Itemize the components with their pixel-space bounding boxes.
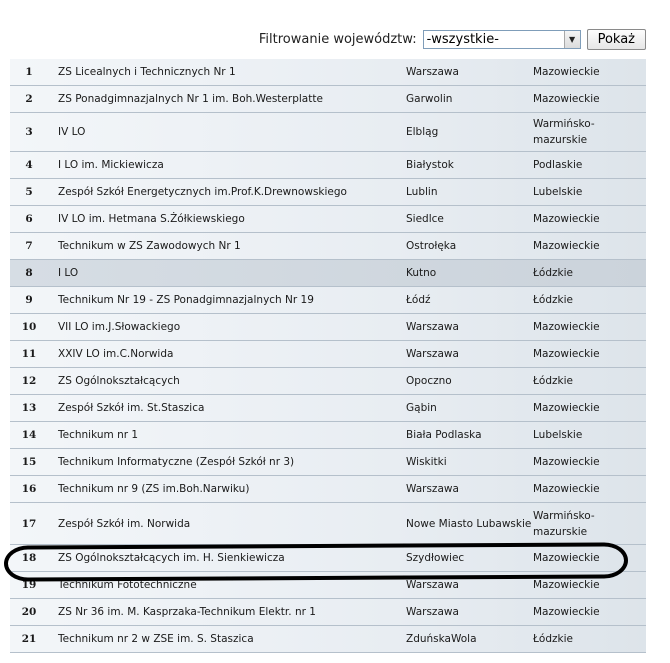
city-name: Warszawa xyxy=(406,59,533,86)
region-name: Lubelskie xyxy=(533,422,646,449)
school-name: Technikum Fototechniczne xyxy=(48,572,406,599)
table-row[interactable] xyxy=(10,86,646,113)
school-name: ZS Nr 36 im. M. Kasprzaka-Technikum Elektr. nr 1 xyxy=(48,599,406,626)
city-name: Łódź xyxy=(406,287,533,314)
table-row[interactable] xyxy=(10,626,646,653)
region-name: Mazowieckie xyxy=(533,545,646,572)
region-name: Mazowieckie xyxy=(533,395,646,422)
table-row[interactable] xyxy=(10,599,646,626)
region-name: Łódzkie xyxy=(533,260,646,287)
school-name: Technikum w ZS Zawodowych Nr 1 xyxy=(48,233,406,260)
rank-number: 14 xyxy=(10,422,48,449)
region-name: Łódzkie xyxy=(533,368,646,395)
city-name: Ostrołęka xyxy=(406,233,533,260)
region-name: Mazowieckie xyxy=(533,341,646,368)
region-name: Mazowieckie xyxy=(533,86,646,113)
region-name: Mazowieckie xyxy=(533,206,646,233)
table-row[interactable] xyxy=(10,395,646,422)
table-row[interactable] xyxy=(10,59,646,86)
rank-number: 6 xyxy=(10,206,48,233)
city-name: Warszawa xyxy=(406,341,533,368)
rank-number: 10 xyxy=(10,314,48,341)
city-name: ZduńskaWola xyxy=(406,626,533,653)
city-name: Garwolin xyxy=(406,86,533,113)
school-name: IV LO xyxy=(48,113,406,152)
rank-number: 13 xyxy=(10,395,48,422)
city-name: Opoczno xyxy=(406,368,533,395)
region-name: Lubelskie xyxy=(533,179,646,206)
table-row[interactable] xyxy=(10,314,646,341)
rank-number: 15 xyxy=(10,449,48,476)
region-name: Mazowieckie xyxy=(533,314,646,341)
city-name: Warszawa xyxy=(406,572,533,599)
city-name: Szydłowiec xyxy=(406,545,533,572)
table-row[interactable] xyxy=(10,572,646,599)
table-row[interactable] xyxy=(10,368,646,395)
table-row[interactable] xyxy=(10,113,646,152)
chevron-down-icon[interactable]: ▼ xyxy=(564,31,580,48)
region-name: Warmińsko-mazurskie xyxy=(533,503,646,545)
rank-number: 1 xyxy=(10,59,48,86)
school-name: I LO im. Mickiewicza xyxy=(48,152,406,179)
region-name: Łódzkie xyxy=(533,626,646,653)
table-row[interactable] xyxy=(10,503,646,545)
school-name: ZS Ponadgimnazjalnych Nr 1 im. Boh.Westerplatte xyxy=(48,86,406,113)
table-row[interactable] xyxy=(10,476,646,503)
rank-number: 4 xyxy=(10,152,48,179)
table-row[interactable] xyxy=(10,287,646,314)
school-name: Zespół Szkół im. St.Staszica xyxy=(48,395,406,422)
school-name: ZS Licealnych i Technicznych Nr 1 xyxy=(48,59,406,86)
table-row[interactable] xyxy=(10,152,646,179)
city-name: Siedlce xyxy=(406,206,533,233)
city-name: Gąbin xyxy=(406,395,533,422)
school-name: IV LO im. Hetmana S.Żółkiewskiego xyxy=(48,206,406,233)
city-name: Warszawa xyxy=(406,599,533,626)
region-name: Mazowieckie xyxy=(533,449,646,476)
city-name: Warszawa xyxy=(406,476,533,503)
school-name: Zespół Szkół Energetycznych im.Prof.K.Drewnowskiego xyxy=(48,179,406,206)
region-name: Mazowieckie xyxy=(533,572,646,599)
rank-number: 11 xyxy=(10,341,48,368)
rank-number: 21 xyxy=(10,626,48,653)
city-name: Biała Podlaska xyxy=(406,422,533,449)
rank-number: 5 xyxy=(10,179,48,206)
region-name: Mazowieckie xyxy=(533,59,646,86)
city-name: Warszawa xyxy=(406,314,533,341)
rank-number: 2 xyxy=(10,86,48,113)
region-name: Łódzkie xyxy=(533,287,646,314)
rank-number: 7 xyxy=(10,233,48,260)
rank-number: 16 xyxy=(10,476,48,503)
school-name: ZS Ogólnokształcących xyxy=(48,368,406,395)
region-name: Mazowieckie xyxy=(533,476,646,503)
school-name: Zespół Szkół im. Norwida xyxy=(48,503,406,545)
city-name: Wiskitki xyxy=(406,449,533,476)
table-row[interactable] xyxy=(10,206,646,233)
region-name: Mazowieckie xyxy=(533,233,646,260)
city-name: Elbląg xyxy=(406,113,533,152)
filter-label: Filtrowanie województw: xyxy=(258,31,417,47)
school-name: XXIV LO im.C.Norwida xyxy=(48,341,406,368)
show-button[interactable]: Pokaż xyxy=(587,29,646,50)
region-name: Podlaskie xyxy=(533,152,646,179)
province-filter-bar xyxy=(259,28,646,50)
province-select-value: -wszystkie- xyxy=(426,31,499,47)
school-name: ZS Ogólnokształcących im. H. Sienkiewicza xyxy=(48,545,406,572)
table-row[interactable] xyxy=(10,260,646,287)
rank-number: 9 xyxy=(10,287,48,314)
table-row[interactable] xyxy=(10,449,646,476)
table-row[interactable] xyxy=(10,233,646,260)
school-name: VII LO im.J.Słowackiego xyxy=(48,314,406,341)
region-name: Mazowieckie xyxy=(533,599,646,626)
table-row[interactable] xyxy=(10,179,646,206)
table-row[interactable] xyxy=(10,545,646,572)
school-name: Technikum Nr 19 - ZS Ponadgimnazjalnych Nr 19 xyxy=(48,287,406,314)
school-name: Technikum nr 2 w ZSE im. S. Staszica xyxy=(48,626,406,653)
table-row[interactable] xyxy=(10,341,646,368)
table-row[interactable] xyxy=(10,422,646,449)
rank-number: 17 xyxy=(10,503,48,545)
ranking-table xyxy=(10,58,646,653)
city-name: Lublin xyxy=(406,179,533,206)
rank-number: 12 xyxy=(10,368,48,395)
school-name: I LO xyxy=(48,260,406,287)
rank-number: 19 xyxy=(10,572,48,599)
school-name: Technikum Informatyczne (Zespół Szkół nr 3) xyxy=(48,449,406,476)
city-name: Nowe Miasto Lubawskie xyxy=(406,503,533,545)
school-name: Technikum nr 1 xyxy=(48,422,406,449)
city-name: Kutno xyxy=(406,260,533,287)
province-select[interactable] xyxy=(423,30,581,49)
city-name: Białystok xyxy=(406,152,533,179)
school-name: Technikum nr 9 (ZS im.Boh.Narwiku) xyxy=(48,476,406,503)
rank-number: 3 xyxy=(10,113,48,152)
rank-number: 18 xyxy=(10,545,48,572)
rank-number: 20 xyxy=(10,599,48,626)
region-name: Warmińsko-mazurskie xyxy=(533,113,646,152)
rank-number: 8 xyxy=(10,260,48,287)
